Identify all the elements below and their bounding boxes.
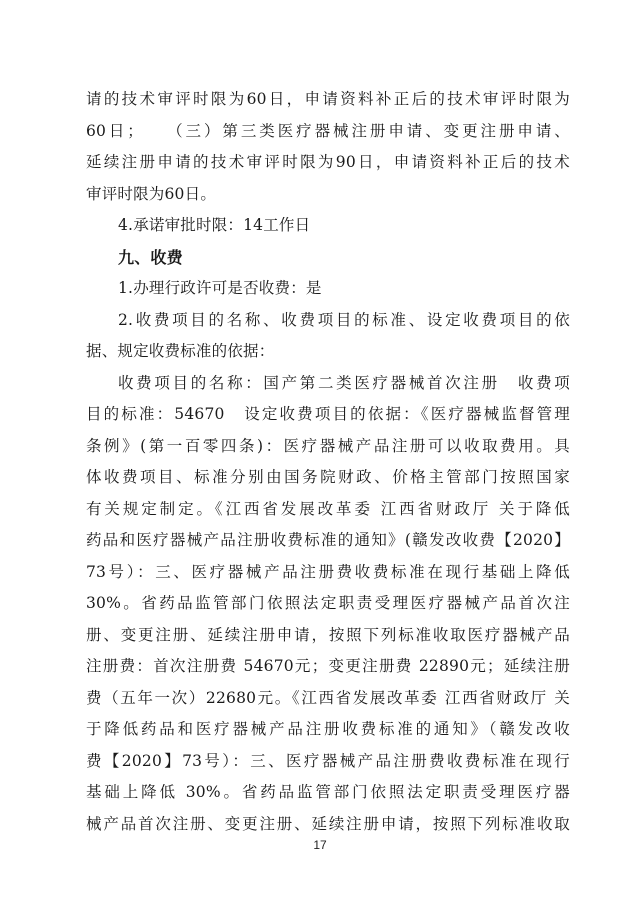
text-line: 械产品首次注册、变更注册、延续注册申请，按照下列标准收取 — [86, 814, 570, 833]
text-line: 据、规定收费标准的依据： — [86, 342, 275, 360]
text-line: 费（五年一次）22680元。《江西省发展改革委 江西省财政厅 关 — [86, 688, 570, 707]
text-line: 注册费：首次注册费 54670元；变更注册费 22890元；延续注册 — [86, 657, 570, 675]
text-line: 册、变更注册、延续注册申请，按照下列标准收取医疗器械产品 — [86, 625, 570, 644]
page-number: 17 — [313, 838, 327, 852]
text-line: 于降低药品和医疗器械产品注册收费标准的通知》（赣发改收 — [86, 720, 570, 738]
text-line: 条例》(第一百零四条)：医疗器械产品注册可以收取费用。具 — [86, 436, 570, 455]
section-heading: 九、收费 — [118, 247, 183, 267]
text-line: 体收费项目、标准分别由国务院财政、价格主管部门按照国家 — [86, 468, 570, 486]
text-line: 1.办理行政许可是否收费：是 — [118, 279, 322, 297]
text-line: 基础上降低 30%。省药品监管部门依照法定职责受理医疗器 — [86, 783, 570, 801]
text-line: 收费项目的名称：国产第二类医疗器械首次注册 收费项 — [118, 373, 570, 392]
body-text — [86, 84, 570, 840]
text-line: 73号）：三、医疗器械产品注册费收费标准在现行基础上降低 — [86, 562, 570, 581]
text-line: 有关规定制定。《江西省发展改革委 江西省财政厅 关于降低 — [86, 499, 570, 518]
text-line: 60日； （三）第三类医疗器械注册申请、变更注册申请、 — [86, 121, 570, 140]
text-line: 30%。省药品监管部门依照法定职责受理医疗器械产品首次注 — [86, 594, 570, 612]
text-line: 延续注册申请的技术审评时限为90日，申请资料补正后的技术 — [86, 153, 570, 171]
text-line: 请的技术审评时限为60日，申请资料补正后的技术审评时限为 — [86, 90, 570, 108]
text-line: 4.承诺审批时限：14工作日 — [118, 216, 311, 234]
text-line: 审评时限为60日。 — [86, 184, 217, 203]
text-line: 药品和医疗器械产品注册收费标准的通知》(赣发改收费【2020】 — [86, 531, 570, 549]
text-line: 2.收费项目的名称、收费项目的标准、设定收费项目的依 — [118, 310, 570, 329]
text-line: 目的标准：54670 设定收费项目的依据：《医疗器械监督管理 — [86, 405, 570, 423]
text-line: 费【2020】73号）：三、医疗器械产品注册费收费标准在现行 — [86, 751, 570, 770]
